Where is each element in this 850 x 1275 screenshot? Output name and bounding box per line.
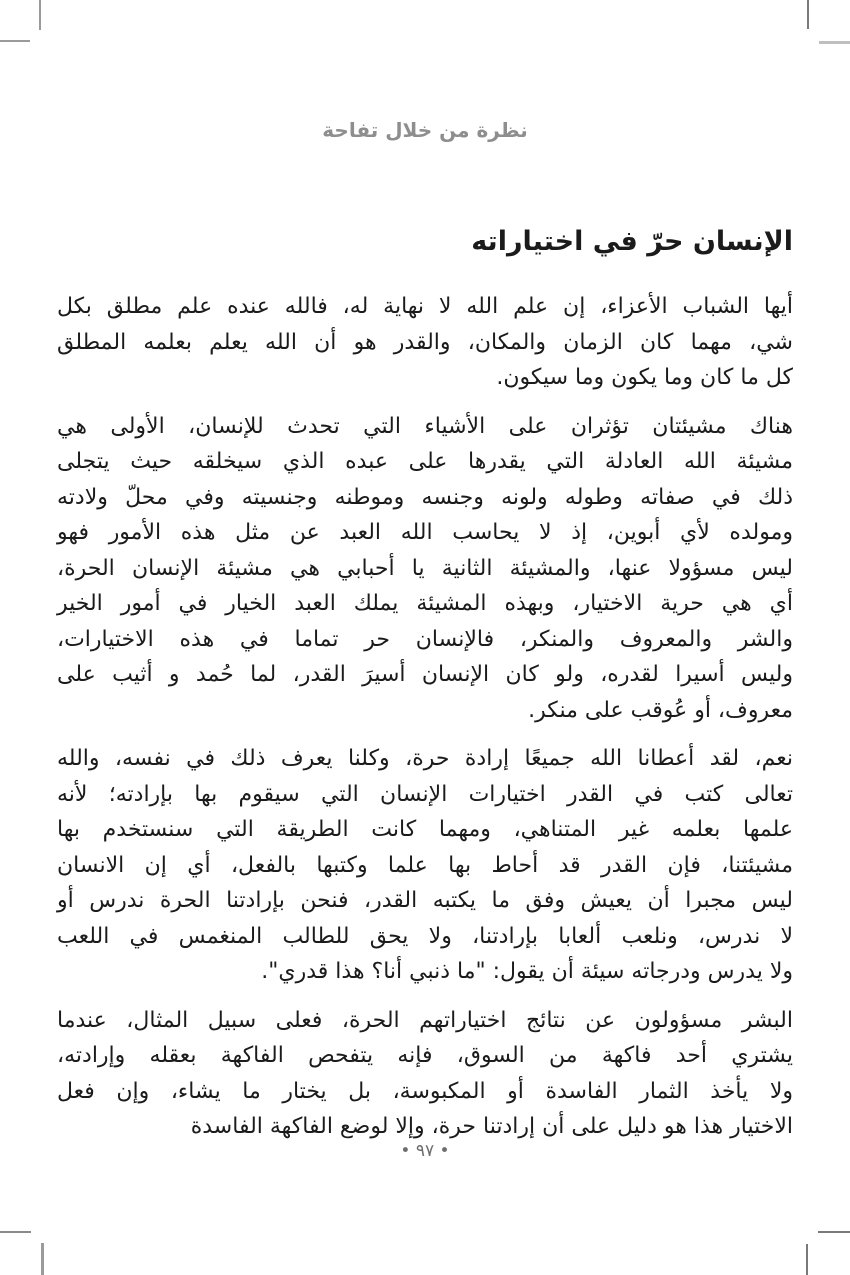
text-line: لا ندرس، ونلعب ألعابا بإرادتنا، ولا يحق للطالب المنغمس في اللعب (57, 923, 793, 949)
chapter-title: الإنسان حرّ في اختياراته (471, 226, 793, 257)
text-line: شي، مهما كان الزمان والمكان، والقدر هو أن الله يعلم بعلمه المطلق (57, 329, 793, 355)
text-line: يشتري أحد فاكهة من السوق، فإنه يتفحص الفاكهة بعقله وإرادته، (57, 1043, 793, 1068)
text-line: البشر مسؤولون عن نتائج اختياراتهم الحرة، فعلى سبيل المثال، عندما (57, 1007, 793, 1033)
text-line: وليس أسيرا لقدره، ولو كان الإنسان أسيرَ القدر، لما حُمد و أثيب على (57, 662, 793, 687)
text-line: نعم، لقد أعطانا الله جميعًا إرادة حرة، وكلنا يعرف ذلك في نفسه، والله (57, 746, 793, 771)
text-line: مشيئة الله العادلة التي يقدرها على عبده الذي سيخلقه حيث يتجلى (57, 449, 793, 474)
text-line: ليس مجبرا أن يعيش وفق ما يكتبه القدر، فنحن بإرادتنا الحرة ندرس أو (57, 888, 793, 913)
crop-mark-top-right-vertical (807, 0, 809, 29)
text-line: والشر والمعروف والمنكر، فالإنسان حر تماما في هذه الاختيارات، (57, 626, 793, 652)
crop-mark-bottom-right-vertical (806, 1244, 808, 1275)
paragraph-3 (57, 741, 793, 990)
running-head: نظرة من خلال تفاحة (322, 118, 528, 142)
text-line: الاختيار هذا هو دليل على أن إرادتنا حرة، وإلا لوضع الفاكهة الفاسدة (190, 1114, 793, 1139)
paragraph-2 (57, 409, 793, 729)
body-text (57, 289, 793, 1158)
paragraph-1 (57, 289, 793, 396)
text-line: أيها الشباب الأعزاء، إن علم الله لا نهاية له، فالله عنده علم مطلق بكل (57, 294, 793, 319)
text-line: معروف، أو عُوقب على منكر. (528, 697, 793, 723)
text-line: ولا يدرس ودرجاته سيئة أن يقول: "ما ذنبي أنا؟ هذا قدري". (261, 959, 793, 984)
page-number: • ٩٧ • (400, 1141, 450, 1161)
paragraph-4 (57, 1003, 793, 1145)
text-line: هناك مشيئتان تؤثران على الأشياء التي تحدث للإنسان، الأولى هي (57, 413, 793, 439)
text-line: ومولده لأي أبوين، إذ لا يحاسب الله العبد عن مثل هذه الأمور فهو (57, 520, 793, 545)
text-line: تعالى كتب في القدر اختيارات الإنسان التي سيقوم بها بإرادته؛ لأنه (57, 781, 793, 807)
text-line: ذلك في صفاته وطوله ولونه وجنسه وموطنه وجنسيته وفي محلّ ولادته (57, 484, 793, 510)
crop-mark-bottom-left-vertical (41, 1243, 44, 1275)
text-line: مشيئتنا، فإن القدر قد أحاط بها علما وكتبها بالفعل، أي إن الانسان (57, 852, 793, 878)
crop-mark-top-left-vertical (39, 0, 41, 30)
text-line: علمها بعلمه غير المتناهي، ومهما كانت الطريقة التي سنستخدم بها (57, 817, 793, 842)
crop-mark-top-right-horizontal (819, 41, 850, 44)
crop-mark-bottom-right-horizontal (818, 1231, 850, 1233)
text-line: كل ما كان وما يكون وما سيكون. (496, 365, 793, 390)
text-line: ليس مسؤولا عنها، والمشيئة الثانية يا أحبابي هي مشيئة الإنسان الحرة، (57, 555, 793, 581)
crop-mark-top-left-horizontal (0, 40, 30, 42)
text-line: ولا يأخذ الثمار الفاسدة أو المكبوسة، بل يختار ما يشاء، وإن فعل (57, 1078, 793, 1104)
crop-mark-bottom-left-horizontal (0, 1231, 31, 1233)
text-line: أي هي حرية الاختيار، وبهذه المشيئة يملك العبد الخيار في أمور الخير (57, 591, 793, 616)
